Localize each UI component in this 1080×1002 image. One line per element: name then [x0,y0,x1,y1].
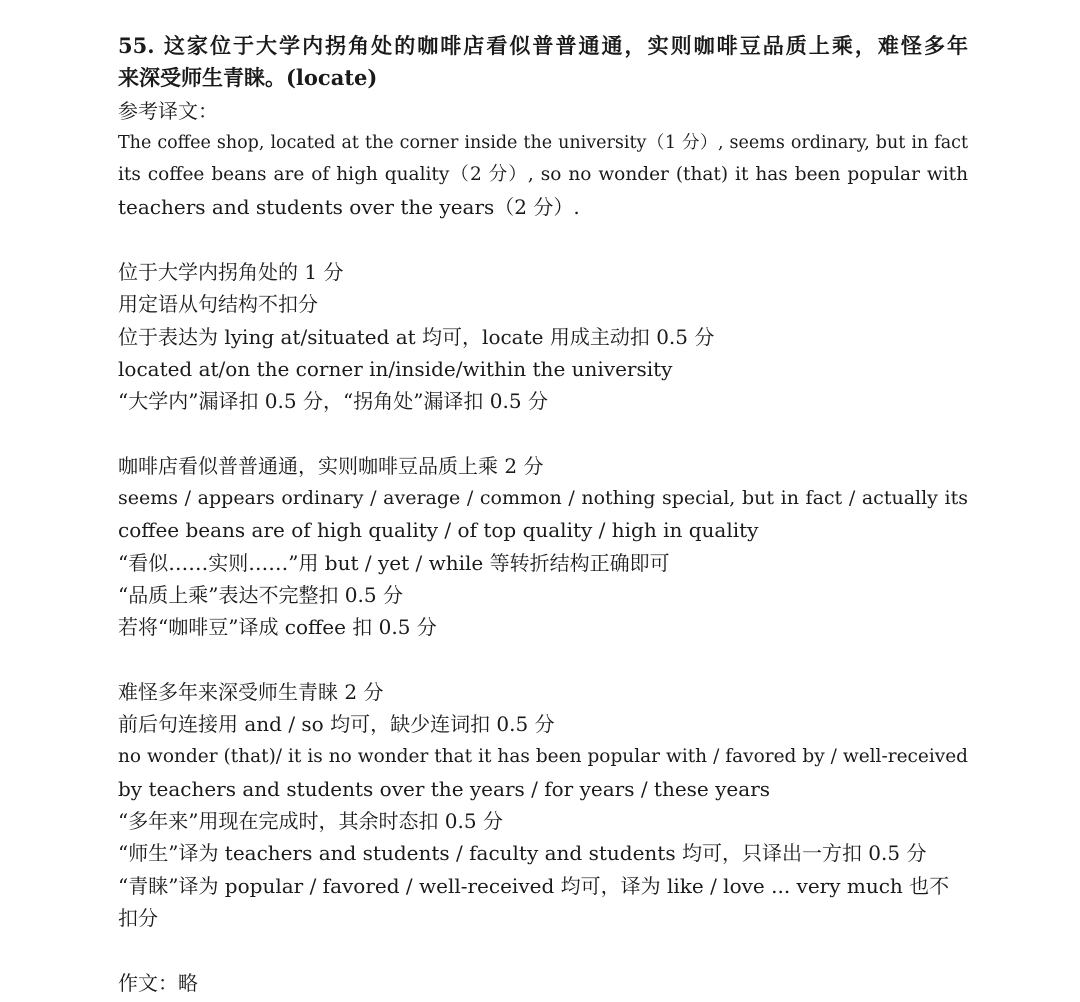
spacer [118,644,968,676]
reference-label: 参考译文： [118,98,218,123]
section1-title: 位于大学内拐角处的 1 分 [118,260,344,285]
reference-line-3: teachers and students over the years（2 分）. [118,195,580,220]
section3-line-4: “多年来”用现在完成时，其余时态扣 0.5 分 [118,809,503,834]
section2-line: 若将“咖啡豆”译成 coffee 扣 0.5 分 [118,615,437,640]
section3-line-2: no wonder (that)/ it is no wonder that it has been popular with / favored by / well-received [118,745,968,767]
section2-line-2: coffee beans are of high quality / of top quality / high in quality [118,518,759,543]
section1-line: “大学内”漏译扣 0.5 分，“拐角处”漏译扣 0.5 分 [118,389,548,414]
section2-title: 咖啡店看似普普通通，实则咖啡豆品质上乘 2 分 [118,453,544,478]
section1-line: 位于表达为 lying at/situated at 均可，locate 用成主动扣 0.5 分 [118,324,715,349]
section3-line-3: by teachers and students over the years / for years / these years [118,776,771,801]
document-page [118,30,968,999]
section3-title: 难怪多年来深受师生青睐 2 分 [118,679,384,704]
section3-line-6: “青睐”译为 popular / favored / well-received 均可，译为 like / love ... very much 也不 [118,873,950,898]
spacer [118,224,968,256]
section3-line-7: 扣分 [118,906,158,931]
section3-line-5: “师生”译为 teachers and students / faculty and students 均可，只译出一方扣 0.5 分 [118,841,927,866]
section1-line: 用定语从句结构不扣分 [118,292,318,317]
question-line-1: 55. 这家位于大学内拐角处的咖啡店看似普普通通，实则咖啡豆品质上乘，难怪多年 [118,33,968,58]
reference-line-1: The coffee shop, located at the corner inside the university（1 分）, seems ordinary, but in fact [118,132,968,153]
essay-label: 作文：略 [118,970,198,995]
spacer [118,418,968,450]
section1-line: located at/on the corner in/inside/within the university [118,356,673,381]
spacer [118,934,968,966]
question-line-2: 来深受师生青睐。(locate) [118,65,378,91]
section3-line-1: 前后句连接用 and / so 均可，缺少连词扣 0.5 分 [118,712,555,737]
reference-line-2: its coffee beans are of high quality（2 分）, so no wonder (that) it has been popular with [118,164,968,186]
section2-line: “看似……实则……”用 but / yet / while 等转折结构正确即可 [118,550,670,575]
section2-line-1: seems / appears ordinary / average / common / nothing special, but in fact / actually its [118,487,968,510]
section2-line: “品质上乘”表达不完整扣 0.5 分 [118,583,403,608]
